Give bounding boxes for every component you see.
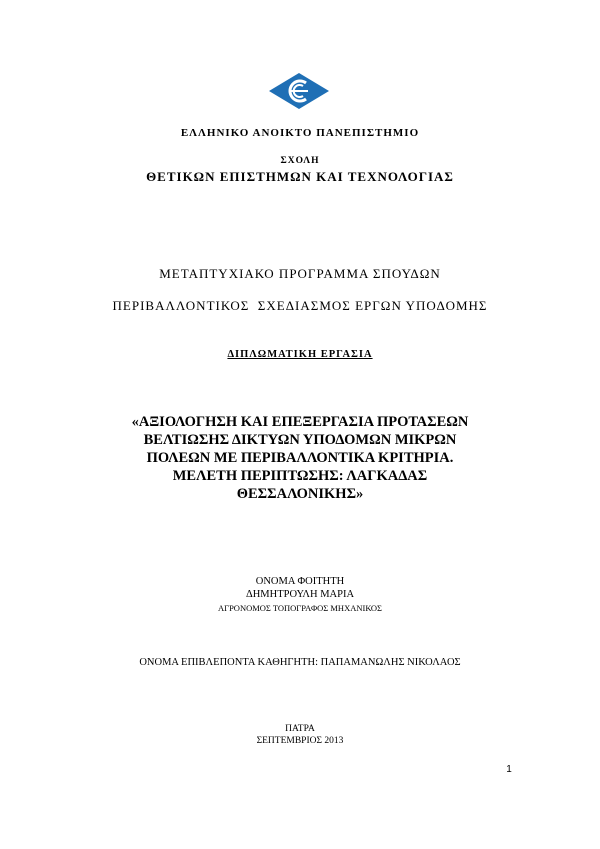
thesis-type-heading: ΔΙΠΛΩΜΑΤΙΚΗ ΕΡΓΑΣΙΑ xyxy=(227,349,373,360)
city: ΠΑΤΡΑ xyxy=(285,724,315,734)
thesis-title-line: «ΑΞΙΟΛΟΓΗΣΗ ΚΑΙ ΕΠΕΞΕΡΓΑΣΙΑ ΠΡΟΤΑΣΕΩΝ xyxy=(131,414,469,430)
thesis-title-line: ΘΕΣΣΑΛΟΝΙΚΗΣ» xyxy=(236,486,364,502)
student-label: ΟΝΟΜΑ ΦΟΙΤΗΤΗ xyxy=(255,576,345,587)
university-logo-icon xyxy=(268,72,330,110)
university-name: ΕΛΛΗΝΙΚΟ ΑΝΟΙΚΤΟ ΠΑΝΕΠΙΣΤΗΜΙΟ xyxy=(180,127,420,139)
program-specialization: ΠΕΡΙΒΑΛΛΟΝΤΙΚΟΣ ΣΧΕΔΙΑΣΜΟΣ ΕΡΓΩΝ ΥΠΟΔΟΜΗΣ xyxy=(112,298,488,313)
thesis-title-line: ΠΟΛΕΩΝ ΜΕ ΠΕΡΙΒΑΛΛΟΝΤΙΚΑ ΚΡΙΤΗΡΙΑ. xyxy=(146,450,454,466)
page-number: 1 xyxy=(506,764,512,775)
thesis-title-line: ΜΕΛΕΤΗ ΠΕΡΙΠΤΩΣΗΣ: ΛΑΓΚΑΔΑΣ xyxy=(172,468,428,484)
school-name: ΘΕΤΙΚΩΝ ΕΠΙΣΤΗΜΩΝ ΚΑΙ ΤΕΧΝΟΛΟΓΙΑΣ xyxy=(146,169,454,184)
supervisor-line: ΟΝΟΜΑ ΕΠΙΒΛΕΠΟΝΤΑ ΚΑΘΗΓΗΤΗ: ΠΑΠΑΜΑΝΩΛΗΣ ΝΙΚΟΛΑΟΣ xyxy=(139,657,461,668)
student-profession: ΑΓΡΟΝΟΜΟΣ ΤΟΠΟΓΡΑΦΟΣ ΜΗΧΑΝΙΚΟΣ xyxy=(218,603,382,613)
date: ΣΕΠΤΕΜΒΡΙΟΣ 2013 xyxy=(256,736,344,746)
thesis-title xyxy=(40,413,560,503)
student-name: ΔΗΜΗΤΡΟΥΛΗ ΜΑΡΙΑ xyxy=(245,589,355,600)
program-name: ΜΕΤΑΠΤΥΧΙΑΚΟ ΠΡΟΓΡΑΜΜΑ ΣΠΟΥΔΩΝ xyxy=(159,266,441,281)
school-label: ΣΧΟΛΗ xyxy=(280,156,320,166)
thesis-title-line: ΒΕΛΤΙΩΣΗΣ ΔΙΚΤΥΩΝ ΥΠΟΔΟΜΩΝ ΜΙΚΡΩΝ xyxy=(143,432,457,448)
